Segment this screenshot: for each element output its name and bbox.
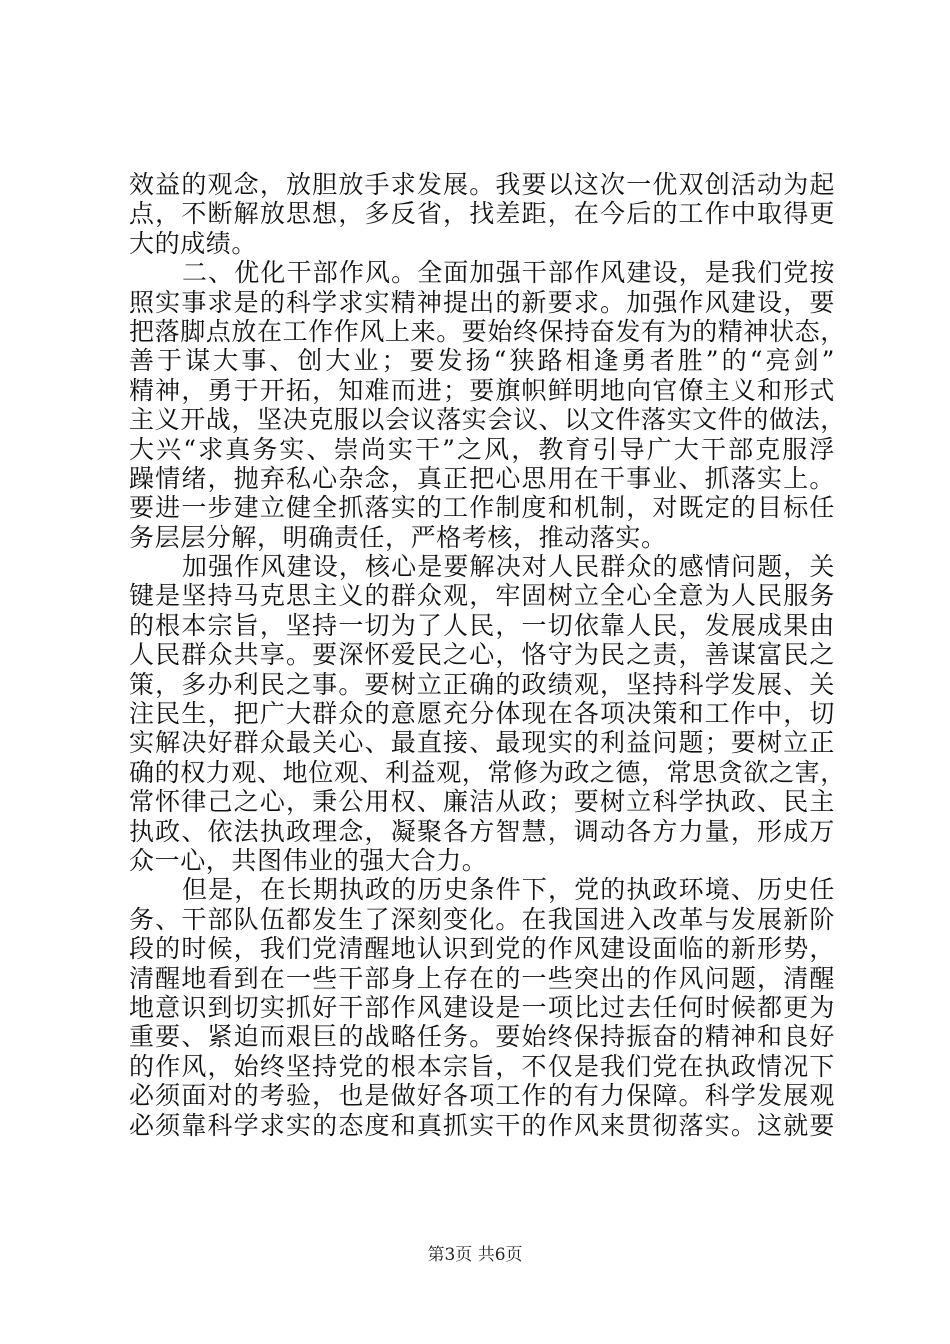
text-line: 众一心，共图伟业的强大合力。: [129, 845, 488, 875]
text-line: 确的权力观、地位观、利益观，常修为政之德，常思贪欲之害，: [129, 757, 846, 787]
text-line: 务、干部队伍都发生了深刻变化。在我国进入改革与发展新阶: [129, 904, 835, 934]
text-line: 键是坚持马克思主义的群众观，牢固树立全心全意为人民服务: [129, 581, 835, 611]
page-number-footer: 第3页 共6页: [427, 1245, 523, 1265]
text-line: 点，不断解放思想，多反省，找差距，在今后的工作中取得更: [129, 199, 835, 229]
text-line: 要进一步建立健全抓落实的工作制度和机制，对既定的目标任: [129, 493, 835, 523]
text-line: 注民生，把广大群众的意愿充分体现在各项决策和工作中，切: [129, 699, 835, 729]
text-line: 加强作风建设，核心是要解决对人民群众的感情问题，关: [182, 552, 835, 582]
text-line: 重要、紧迫而艰巨的战略任务。要始终保持振奋的精神和良好: [129, 1022, 835, 1052]
text-line: 常怀律己之心，秉公用权、廉洁从政；要树立科学执政、民主: [129, 787, 835, 817]
text-line: 实解决好群众最关心、最直接、最现实的利益问题；要树立正: [129, 728, 835, 758]
text-line: 必须面对的考验，也是做好各项工作的有力保障。科学发展观: [129, 1081, 835, 1111]
text-line: 躁情绪，抛弃私心杂念，真正把心思用在干事业、抓落实上。: [129, 463, 835, 493]
text-line: 精神，勇于开拓，知难而进；要旗帜鲜明地向官僚主义和形式: [129, 375, 835, 405]
text-line: 清醒地看到在一些干部身上存在的一些突出的作风问题，清醒: [129, 963, 835, 993]
body-text: [129, 170, 846, 1140]
text-line: 的作风，始终坚持党的根本宗旨，不仅是我们党在执政情况下: [129, 1051, 835, 1081]
text-line: 务层层分解，明确责任，严格考核，推动落实。: [129, 522, 667, 552]
text-line: 大兴“求真务实、崇尚实干”之风，教育引导广大干部克服浮: [129, 434, 835, 464]
text-line: 效益的观念，放胆放手求发展。我要以这次一优双创活动为起: [129, 170, 835, 199]
text-line: 但是，在长期执政的历史条件下，党的执政环境、历史任: [182, 875, 835, 905]
text-line: 执政、依法执政理念，凝聚各方智慧，调动各方力量，形成万: [129, 816, 835, 846]
text-line: 把落脚点放在工作作风上来。要始终保持奋发有为的精神状态，: [129, 316, 846, 346]
text-line: 段的时候，我们党清醒地认识到党的作风建设面临的新形势，: [129, 934, 835, 964]
text-line: 主义开战，坚决克服以会议落实会议、以文件落实文件的做法，: [129, 405, 846, 435]
text-line: 善于谋大事、创大业；要发扬“狭路相逢勇者胜”的“亮剑”: [129, 346, 835, 376]
text-line: 的根本宗旨，坚持一切为了人民，一切依靠人民，发展成果由: [129, 610, 835, 640]
text-line: 二、优化干部作风。全面加强干部作风建设，是我们党按: [182, 258, 835, 288]
text-line: 大的成绩。: [129, 228, 258, 258]
text-line: 人民群众共享。要深怀爱民之心，恪守为民之责，善谋富民之: [129, 640, 835, 670]
text-line: 必须靠科学求实的态度和真抓实干的作风来贯彻落实。这就要: [129, 1110, 835, 1140]
text-line: 地意识到切实抓好干部作风建设是一项比过去任何时候都更为: [129, 992, 835, 1022]
text-line: 照实事求是的科学求实精神提出的新要求。加强作风建设，要: [129, 287, 835, 317]
text-line: 策，多办利民之事。要树立正确的政绩观，坚持科学发展、关: [129, 669, 835, 699]
